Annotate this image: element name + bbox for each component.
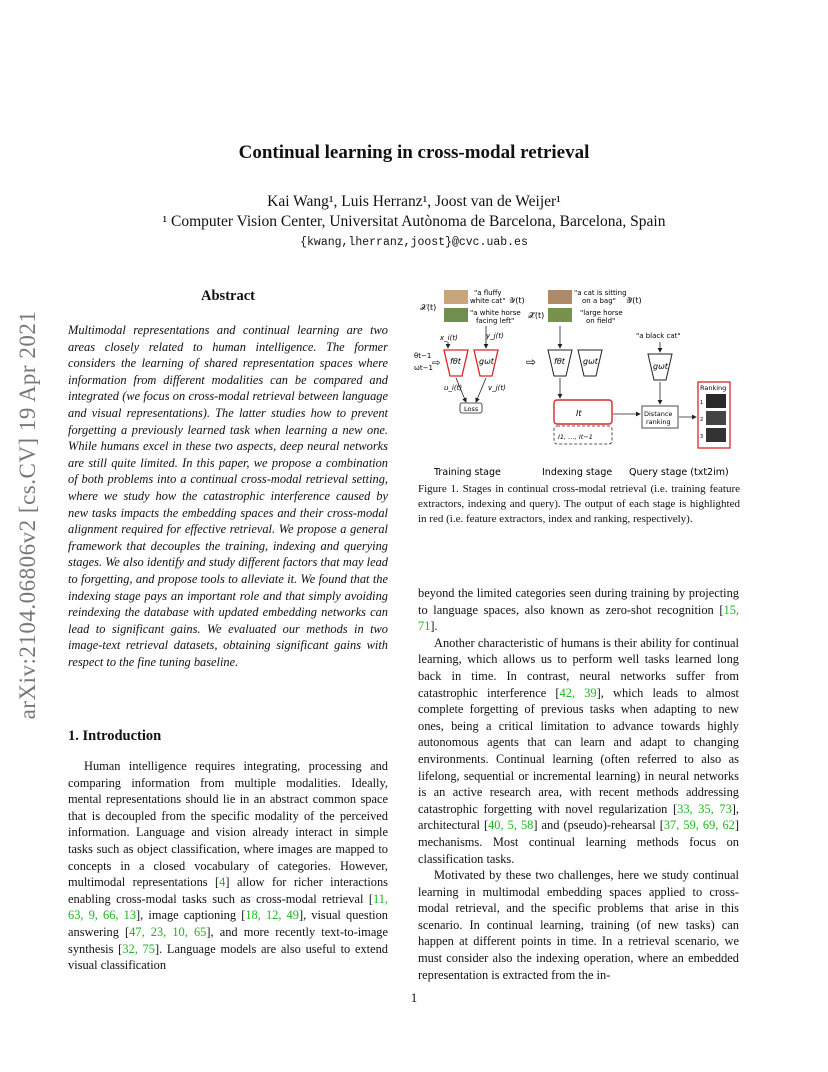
query-text-cat-bag: "a cat is sitting xyxy=(574,289,627,297)
email-address[interactable]: {kwang,lherranz,joost}@cvc.uab.es xyxy=(300,236,528,249)
arrow-icon: ⇨ xyxy=(432,358,441,369)
indexing-stage-label: Indexing stage xyxy=(542,467,613,478)
query-text-fluffy-cat: "a fluffy xyxy=(474,289,502,297)
citation-link[interactable]: 32, 75 xyxy=(122,941,155,956)
current-index-label: It xyxy=(576,409,582,418)
ranked-result-image-1 xyxy=(706,394,726,408)
figure-1-diagram xyxy=(414,284,760,482)
ranked-result-image-3 xyxy=(706,428,726,442)
query-text-white-horse: "a white horse xyxy=(470,309,521,317)
paper-title: Continual learning in cross-modal retrieval xyxy=(238,142,590,163)
arxiv-identifier xyxy=(8,265,48,765)
query-image-set-label: 𝒳̂(t) xyxy=(528,311,545,320)
distance-label: Distance xyxy=(644,410,673,418)
body-paragraph: beyond the limited categories seen during training by projecting to language spaces, also known as zero-shot recognition [15, 71]. xyxy=(418,586,739,634)
ranked-result-image-2 xyxy=(706,411,726,425)
body-paragraph: Motivated by these two challenges, here we study continual learning in multimodal embedding spaces applied to cross-modal retrieval, and the specific problems that arise in this scenario. In continual learning, training (of new tasks) can happen at different points in time. In a retrieval scenario, we must consider also the indexing operation, where an embedded representation is extracted from the in- xyxy=(418,868,739,982)
image-set-label: 𝒳(t) xyxy=(420,303,437,312)
introduction-paragraph: Human intelligence requires integrating, processing and comparing information from multiple modalities. Ideally, mental representations should lie in an abstract common space that is decoupled from the specific modality of the perceived information. Language and vision already interact in simple tasks such as object classification, where images are mapped to concepts in a closed vocabulary of categories. However, multimodal representations [4] allow for richer interactions enabling cross-modal tasks such as cross-modal retrieval [11, 63, 9, 66, 13], image captioning [18, 12, 49], visual question answering [47, 23, 10, 65], and more recently text-to-image synthesis [32, 75]. Language models are also useful to extend visual classification xyxy=(68,759,389,973)
indexing-text-encoder-label: gωt xyxy=(583,357,598,366)
abstract-text: Multimodal representations and continual learning are two areas closely related to human intelligence. The former considers the learning of shared representation spaces where information from different modalities can be compared and integrated (we focus on cross-modal retrieval between language and visual representations). The latter studies how to prevent forgetting a previously learned task when learning a new one. While humans excel in these two aspects, deep neural networks are still quite limited. In this paper, we propose a combination of both problems into a continual cross-modal retrieval setting, where we study how the catastrophic interference caused by new tasks impacts the embedding spaces and their cross-modal alignment required for effective retrieval. We propose a general framework that decouples the training, indexing and querying stages. We also identify and study different factors that may lead to forgetting, and propose tools to alleviate it. We found that the indexing stage pays an important role and that simply avoiding reindexing the database with updated embedding networks can lead to significant gains. We evaluated our methods in two image-text retrieval datasets, obtaining significant gains with respect to the fine tuning baseline. xyxy=(68,323,388,669)
citation-link[interactable]: 40, 5, 58 xyxy=(488,818,534,833)
rank-number-1: 1 xyxy=(700,400,704,406)
citation-link[interactable]: 33, 35, 73 xyxy=(677,801,732,816)
cat-bag-thumbnail-image xyxy=(548,290,572,304)
query-text-large-horse-line2: on field" xyxy=(586,317,616,325)
image-sample-label: x_i(t) xyxy=(440,334,458,342)
abstract-heading: Abstract xyxy=(201,288,255,304)
text-encoder-label: gωt xyxy=(479,357,494,366)
loss-label: Loss xyxy=(464,405,479,413)
query-text-large-horse: "large horse xyxy=(580,309,623,317)
pipeline-diagram xyxy=(414,284,760,482)
citation-link[interactable]: 37, 59, 69, 62 xyxy=(663,818,735,833)
ranking-label: ranking xyxy=(646,418,671,426)
text-sample-label: y_j(t) xyxy=(486,332,504,340)
right-column-text xyxy=(418,585,739,983)
query-text-set-label: 𝒴̂(t) xyxy=(626,296,642,305)
text-embedding-label: v_j(t) xyxy=(488,384,506,392)
body-paragraph: Another characteristic of humans is their ability for continual learning, which allows us to perform well tasks learned long back in time. In contrast, neural networks suffer from catastrophic interference [42, 39], which leads to almost complete forgetting of previous tasks when adapting to new ones, being a critical limitation to advance towards highly autonomous agents that can learn and adapt to changing environments. Continual learning (often referred to also as lifelong, sequential or incremental learning) in neural networks is an active research area, with recent methods addressing catastrophic forgetting with novel regularization [33, 35, 73], architectural [40, 5, 58] and (pseudo)-rehearsal [37, 59, 69, 62] mechanisms. Most continual learning methods focus on classification tasks. xyxy=(418,635,739,866)
arxiv-identifier-text: arXiv:2104.06806v2 [cs.CV] 19 Apr 2021 xyxy=(15,310,40,720)
previous-image-params-label: θt−1 xyxy=(414,352,432,360)
query-stage-label: Query stage (txt2im) xyxy=(629,467,729,478)
rank-number-3: 3 xyxy=(700,434,704,440)
query-text-cat-bag-line2: on a bag" xyxy=(582,297,616,305)
previous-text-params-label: ωt−1 xyxy=(414,364,433,372)
query-text-white-horse-line2: facing left" xyxy=(476,317,515,325)
section-heading-introduction: 1. Introduction xyxy=(68,728,162,744)
ranking-heading: Ranking xyxy=(700,384,727,392)
author-list: Kai Wang¹, Luis Herranz¹, Joost van de Weijer¹ xyxy=(267,193,561,210)
cat-thumbnail-image xyxy=(444,290,468,304)
figure-1-caption: Figure 1. Stages in continual cross-modal retrieval (i.e. training feature extractors, indexing and query). The output of each stage is highlighted in red (i.e. feature extractors, index and ranking, respectively). xyxy=(418,483,740,525)
rank-number-2: 2 xyxy=(700,417,704,423)
indexing-image-encoder-label: fθt xyxy=(554,357,565,366)
citation-link[interactable]: 18, 12, 49 xyxy=(245,908,299,923)
current-index-database xyxy=(554,400,612,424)
citation-link[interactable]: 42, 39 xyxy=(559,685,597,700)
stage-arrow-icon: ⇨ xyxy=(526,355,537,369)
query-text-encoder-label: gωt xyxy=(653,362,668,371)
query-text-fluffy-cat-line2: white cat" xyxy=(470,297,506,305)
affiliation: ¹ Computer Vision Center, Universitat Autònoma de Barcelona, Barcelona, Spain xyxy=(162,213,666,230)
citation-link[interactable]: 47, 23, 10, 65 xyxy=(129,924,207,939)
page-number: 1 xyxy=(410,990,418,1005)
training-stage-label: Training stage xyxy=(434,467,501,478)
previous-indexes-label: I1, …, It−1 xyxy=(558,433,593,441)
citation-link[interactable]: 15, 71 xyxy=(418,602,739,634)
horse-thumbnail-image xyxy=(444,308,468,322)
query-text-black-cat: "a black cat" xyxy=(636,332,681,340)
citation-link[interactable]: 11, 63, 9, 66, 13 xyxy=(68,891,388,923)
image-embedding-label: u_i(t) xyxy=(444,384,463,392)
image-encoder-label: fθt xyxy=(450,357,461,366)
large-horse-thumbnail-image xyxy=(548,308,572,322)
text-set-label: 𝒴(t) xyxy=(509,296,525,305)
citation-link[interactable]: 4 xyxy=(219,875,226,890)
